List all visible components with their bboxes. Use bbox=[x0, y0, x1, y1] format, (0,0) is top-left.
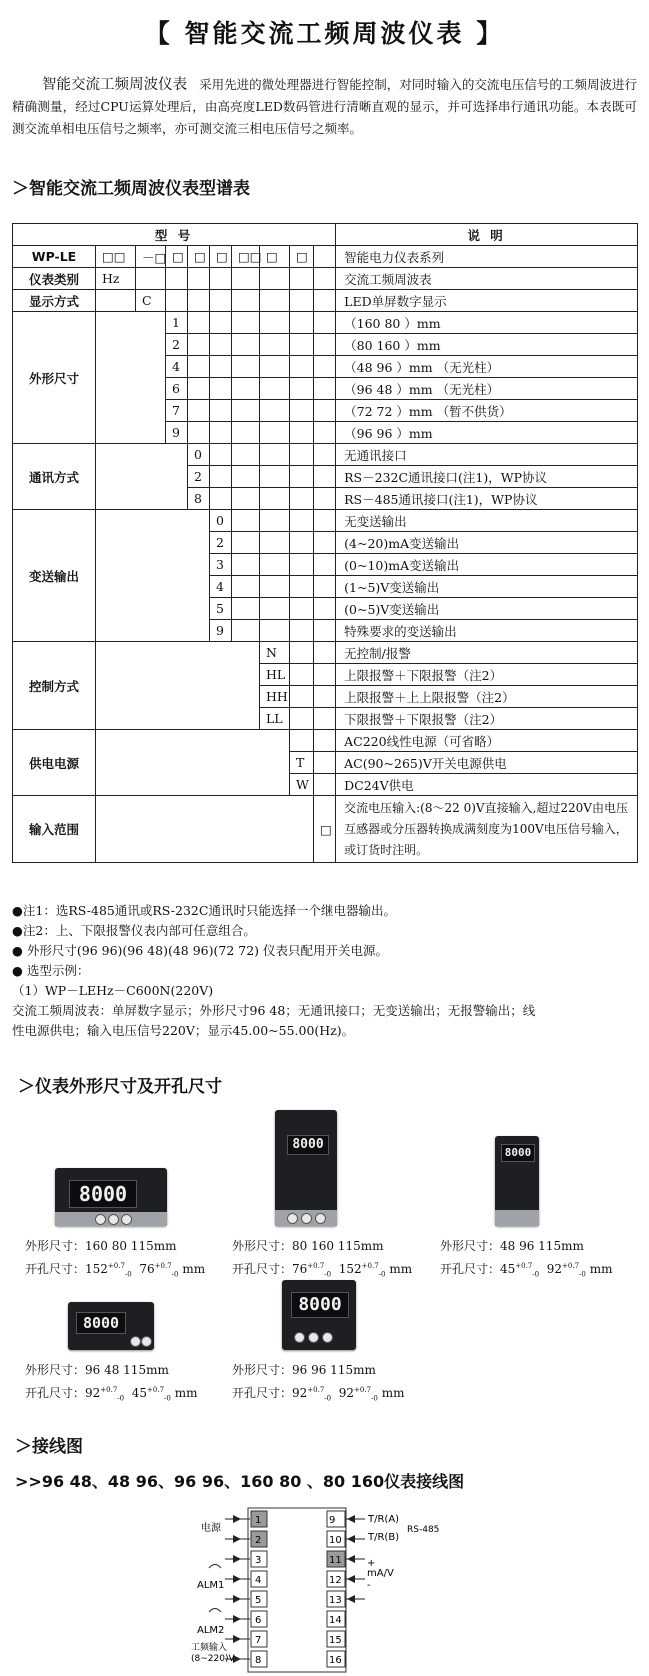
spec-heading: ＞智能交流工频周波仪表型谱表 bbox=[12, 179, 250, 199]
display-code: C bbox=[136, 290, 166, 312]
model-box: □ bbox=[188, 246, 210, 268]
terminal-arrow-icon bbox=[347, 1535, 355, 1543]
trans-code: 4 bbox=[210, 576, 232, 598]
model-label: WP-LE bbox=[13, 246, 96, 268]
ctrl-code: HL bbox=[260, 664, 290, 686]
col-model-header: 型 号 bbox=[13, 224, 336, 246]
note-line: ● 选型示例： bbox=[12, 963, 90, 978]
terminal-arrow-icon bbox=[233, 1515, 241, 1523]
outer-size: 外形尺寸：80 160 115mm bbox=[232, 1239, 384, 1253]
hole-size: 开孔尺寸：$92^{+0.7}_{-0}$ $92^{+0.7}_{-0}$ mm bbox=[232, 1386, 405, 1403]
hole-size: 开孔尺寸：$76^{+0.7}_{-0}$ $152^{+0.7}_{-0}$ mm bbox=[232, 1262, 413, 1279]
meter-button-icon bbox=[294, 1332, 305, 1343]
dims-heading: ＞仪表外形尺寸及开孔尺寸 bbox=[18, 1077, 222, 1097]
model-box: □□ bbox=[96, 246, 136, 268]
notes bbox=[12, 901, 642, 1041]
size-desc: （160 80 ）mm bbox=[336, 312, 638, 334]
trans-desc: (0~10)mA变送输出 bbox=[336, 554, 638, 576]
meter-button-icon bbox=[315, 1213, 326, 1224]
trans-code: 2 bbox=[210, 532, 232, 554]
note-line: 交流工频周波表：单屏数字显示；外形尺寸96 48；无通讯接口；无变送输出；无报警输出；线 bbox=[12, 1003, 536, 1018]
outer-size: 外形尺寸：96 48 115mm bbox=[25, 1363, 169, 1377]
ctrl-code: N bbox=[260, 642, 290, 664]
size-desc: （72 72 ）mm （暂不供货） bbox=[336, 400, 638, 422]
model-box: □ bbox=[290, 246, 314, 268]
outer-size: 外形尺寸：160 80 115mm bbox=[25, 1239, 177, 1253]
power-label: 供电电源 bbox=[13, 730, 96, 796]
meter-display: 8000 bbox=[76, 1312, 126, 1334]
terminal-number: 1 bbox=[255, 1515, 262, 1526]
terminal-arrow-icon bbox=[347, 1575, 355, 1583]
size-desc: （80 160 ）mm bbox=[336, 334, 638, 356]
terminal-number: 14 bbox=[329, 1615, 342, 1626]
meter-display: 8000 bbox=[501, 1144, 535, 1162]
alm2-label: ALM2 bbox=[197, 1625, 225, 1636]
size-code: 7 bbox=[166, 400, 188, 422]
meter-button-icon bbox=[141, 1336, 152, 1347]
hole-size: 开孔尺寸：$45^{+0.7}_{-0}$ $92^{+0.7}_{-0}$ mm bbox=[440, 1262, 613, 1279]
trans-code: 0 bbox=[210, 510, 232, 532]
alm1-label: ALM1 bbox=[197, 1580, 225, 1591]
note-line: （1）WP－LEHz－C600N(220V) bbox=[12, 983, 214, 998]
hole-size: 开孔尺寸：$152^{+0.7}_{-0}$ $76^{+0.7}_{-0}$ mm bbox=[25, 1262, 206, 1279]
terminal-number: 2 bbox=[255, 1535, 262, 1546]
comm-label: 通讯方式 bbox=[13, 444, 96, 510]
trans-desc: 无变送输出 bbox=[336, 510, 638, 532]
terminal-arrow-icon bbox=[347, 1515, 355, 1523]
note-line: ● 外形尺寸(96 96)(96 48)(48 96)(72 72) 仪表只配用开关电源。 bbox=[12, 943, 389, 958]
power-desc: DC24V供电 bbox=[336, 774, 638, 796]
size-code: 9 bbox=[166, 422, 188, 444]
power-label: 电源 bbox=[201, 1523, 221, 1534]
ctrl-desc: 无控制/报警 bbox=[336, 642, 638, 664]
model-spec-table bbox=[12, 223, 638, 863]
meter-48x96-image bbox=[495, 1136, 539, 1226]
display-desc: LED单屏数字显示 bbox=[336, 290, 638, 312]
plus-label: + bbox=[367, 1558, 376, 1569]
model-box: －□ bbox=[136, 246, 166, 268]
meter-96x96-image bbox=[282, 1280, 356, 1350]
size-code: 6 bbox=[166, 378, 188, 400]
comm-code: 8 bbox=[188, 488, 210, 510]
ctrl-desc: 上限报警＋上上限报警（注2） bbox=[336, 686, 638, 708]
meter-display: 8000 bbox=[69, 1180, 137, 1208]
terminal-number: 4 bbox=[255, 1575, 262, 1586]
input-label-1: 工频输入 bbox=[191, 1643, 228, 1653]
ctrl-label: 控制方式 bbox=[13, 642, 96, 730]
size-code: 2 bbox=[166, 334, 188, 356]
type-code: Hz bbox=[96, 268, 136, 290]
terminal-number: 9 bbox=[329, 1515, 336, 1526]
trb-label: T/R(B) bbox=[368, 1532, 400, 1543]
terminal-arrow-icon bbox=[233, 1615, 241, 1623]
input-code: □ bbox=[314, 796, 336, 863]
size-desc: （96 96 ）mm bbox=[336, 422, 638, 444]
meter-160x80-image bbox=[55, 1168, 167, 1226]
terminal-number: 10 bbox=[329, 1535, 342, 1546]
tra-label: T/R(A) bbox=[368, 1514, 400, 1525]
alm1-switch-icon bbox=[209, 1565, 221, 1569]
power-code: T bbox=[290, 752, 314, 774]
model-box: □ bbox=[260, 246, 290, 268]
size-code: 4 bbox=[166, 356, 188, 378]
ctrl-desc: 下限报警＋下限报警（注2） bbox=[336, 708, 638, 730]
meter-button-icon bbox=[322, 1332, 333, 1343]
intro-paragraph bbox=[12, 74, 637, 140]
dims-caption-4 bbox=[25, 1360, 197, 1408]
terminal-arrow-icon bbox=[347, 1595, 355, 1603]
terminal-number: 8 bbox=[255, 1655, 262, 1666]
meter-button-icon bbox=[301, 1213, 312, 1224]
meter-display: 8000 bbox=[287, 1135, 329, 1155]
intro-body: 采用先进的微处理器进行智能控制，对同时输入的交流电压信号的工频周波进行精确测量，经过CPU运算处理后，由高亮度LED数码管进行清晰直观的显示，并可选择串行通讯功能。本表既可测交流单相电压信号之频率，亦可测交流三相电压信号之频率。 bbox=[12, 77, 637, 136]
meter-button-icon bbox=[121, 1214, 132, 1225]
terminal-arrow-icon bbox=[233, 1575, 241, 1583]
power-desc: AC220线性电源（可省略） bbox=[336, 730, 638, 752]
wiring-heading: ＞接线图 bbox=[15, 1437, 83, 1457]
meter-display: 8000 bbox=[291, 1292, 349, 1318]
input-label: 输入范围 bbox=[13, 796, 96, 863]
terminal-arrow-icon bbox=[233, 1595, 241, 1603]
outer-size: 外形尺寸：96 96 115mm bbox=[232, 1363, 376, 1377]
power-code bbox=[290, 730, 314, 752]
power-desc: AC(90~265)V开关电源供电 bbox=[336, 752, 638, 774]
terminal-number: 16 bbox=[329, 1655, 342, 1666]
terminal-number: 12 bbox=[329, 1575, 342, 1586]
rs485-label: RS-485 bbox=[407, 1525, 440, 1535]
model-box: □ bbox=[210, 246, 232, 268]
note-line: 性电源供电；输入电压信号220V；显示45.00~55.00(Hz)。 bbox=[12, 1023, 355, 1038]
minus-label: - bbox=[367, 1580, 371, 1591]
terminal-number: 13 bbox=[329, 1595, 342, 1606]
mav-label: mA/V bbox=[367, 1568, 394, 1579]
dims-caption-2 bbox=[232, 1236, 412, 1284]
meter-button-icon bbox=[130, 1336, 141, 1347]
input-desc: 交流电压输入:(8～22 0)V直接输入,超过220V由电压互感器或分压器转换成满刻度为100V电压信号输入，或订货时注明。 bbox=[336, 796, 638, 863]
meter-button-icon bbox=[95, 1214, 106, 1225]
ctrl-desc: 上限报警＋下限报警（注2） bbox=[336, 664, 638, 686]
model-box: □ bbox=[166, 246, 188, 268]
dims-caption-3 bbox=[440, 1236, 612, 1284]
terminal-arrow-icon bbox=[233, 1635, 241, 1643]
outer-size: 外形尺寸：48 96 115mm bbox=[440, 1239, 584, 1253]
ctrl-code: HH bbox=[260, 686, 290, 708]
col-desc-header: 说 明 bbox=[336, 224, 638, 246]
alm2-switch-icon bbox=[209, 1609, 221, 1613]
size-desc: （48 96 ）mm （无光柱） bbox=[336, 356, 638, 378]
comm-desc: RS－232C通讯接口(注1)，WP协议 bbox=[336, 466, 638, 488]
terminal-number: 5 bbox=[255, 1595, 262, 1606]
meter-button-icon bbox=[108, 1214, 119, 1225]
hole-size: 开孔尺寸：$92^{+0.7}_{-0}$ $45^{+0.7}_{-0}$ mm bbox=[25, 1386, 198, 1403]
note-line: ●注1：选RS-485通讯或RS-232C通讯时只能选择一个继电器输出。 bbox=[12, 903, 396, 918]
power-code: W bbox=[290, 774, 314, 796]
wiring-diagram bbox=[191, 1506, 445, 1674]
display-label: 显示方式 bbox=[13, 290, 96, 312]
meter-button-icon bbox=[308, 1332, 319, 1343]
trans-code: 5 bbox=[210, 598, 232, 620]
input-label-2: (8~220)V bbox=[191, 1654, 235, 1664]
type-desc: 交流工频周波表 bbox=[336, 268, 638, 290]
trans-code: 3 bbox=[210, 554, 232, 576]
size-desc: （96 48 ）mm （无光柱） bbox=[336, 378, 638, 400]
dims-caption-1 bbox=[25, 1236, 205, 1284]
trans-desc: (1~5)V变送输出 bbox=[336, 576, 638, 598]
meter-button-icon bbox=[287, 1213, 298, 1224]
meter-96x48-image bbox=[68, 1302, 154, 1350]
note-line: ●注2：上、下限报警仪表内部可任意组合。 bbox=[12, 923, 256, 938]
comm-code: 2 bbox=[188, 466, 210, 488]
terminal-arrow-icon bbox=[233, 1535, 241, 1543]
terminal-number: 3 bbox=[255, 1555, 262, 1566]
comm-desc: RS－485通讯接口(注1)，WP协议 bbox=[336, 488, 638, 510]
meter-80x160-image bbox=[275, 1110, 337, 1226]
trans-label: 变送输出 bbox=[13, 510, 96, 642]
terminal-number: 11 bbox=[329, 1555, 342, 1566]
terminal-number: 6 bbox=[255, 1615, 262, 1626]
terminal-arrow-icon bbox=[233, 1555, 241, 1563]
wiring-subheading: >>96 48、48 96、96 96、160 80 、80 160仪表接线图 bbox=[15, 1472, 465, 1491]
terminal-arrow-icon bbox=[347, 1555, 355, 1563]
trans-desc: (4~20)mA变送输出 bbox=[336, 532, 638, 554]
page-title: 【 智能交流工频周波仪表 】 bbox=[144, 19, 505, 48]
comm-desc: 无通讯接口 bbox=[336, 444, 638, 466]
trans-desc: (0~5)V变送输出 bbox=[336, 598, 638, 620]
model-box: □□ bbox=[232, 246, 260, 268]
intro-lead: 智能交流工频周波仪表 bbox=[42, 77, 188, 93]
size-label: 外形尺寸 bbox=[13, 312, 96, 444]
terminal-number: 15 bbox=[329, 1635, 342, 1646]
trans-code: 9 bbox=[210, 620, 232, 642]
trans-desc: 特殊要求的变送输出 bbox=[336, 620, 638, 642]
ctrl-code: LL bbox=[260, 708, 290, 730]
terminal-number: 7 bbox=[255, 1635, 262, 1646]
comm-code: 0 bbox=[188, 444, 210, 466]
type-label: 仪表类别 bbox=[13, 268, 96, 290]
size-code: 1 bbox=[166, 312, 188, 334]
dims-caption-5 bbox=[232, 1360, 404, 1408]
model-desc: 智能电力仪表系列 bbox=[336, 246, 638, 268]
